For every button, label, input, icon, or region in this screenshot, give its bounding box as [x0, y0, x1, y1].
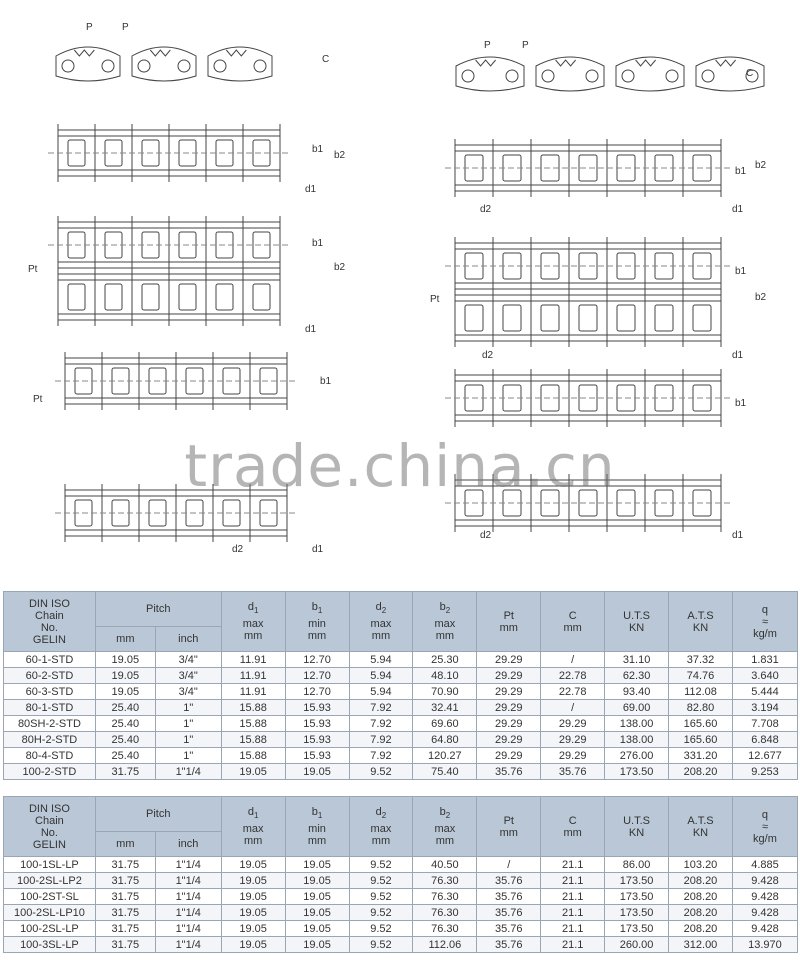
table-cell: 19.05	[95, 684, 155, 700]
pin-hole	[214, 60, 226, 72]
table-cell: 76.30	[413, 889, 477, 905]
table-cell: 12.70	[285, 668, 349, 684]
table-cell: 3/4"	[155, 668, 221, 684]
link-plate	[616, 57, 684, 91]
table-cell: 15.88	[221, 700, 285, 716]
table-cell: 1.831	[732, 652, 797, 668]
table-cell: 138.00	[605, 732, 669, 748]
table-cell: 29.29	[477, 668, 541, 684]
table-cell: 100-1SL-LP	[4, 857, 96, 873]
roller	[503, 305, 521, 331]
table-cell: 25.40	[95, 716, 155, 732]
table-cell: 75.40	[413, 764, 477, 780]
table-cell: 100-2SL-LP10	[4, 905, 96, 921]
pin-hole	[462, 70, 474, 82]
table-cell: 19.05	[285, 937, 349, 953]
table-cell: 208.20	[669, 921, 733, 937]
table-cell: 60-2-STD	[4, 668, 96, 684]
spec-table-standard	[3, 591, 798, 780]
table-cell: 31.75	[95, 857, 155, 873]
table-cell: 29.29	[541, 732, 605, 748]
dimension-label-d1: d1	[732, 350, 744, 361]
table-cell: /	[477, 857, 541, 873]
table-cell: 25.40	[95, 732, 155, 748]
header-col-6: U.T.S KN	[605, 797, 669, 857]
table-cell: 1"1/4	[155, 905, 221, 921]
table-cell: 19.05	[285, 889, 349, 905]
table-cell: 138.00	[605, 716, 669, 732]
table-cell: 60-3-STD	[4, 684, 96, 700]
roller	[68, 284, 85, 310]
table-cell: 173.50	[605, 905, 669, 921]
table-cell: /	[541, 652, 605, 668]
table-cell: 29.29	[541, 716, 605, 732]
dimension-label-p: P	[86, 22, 93, 33]
table-cell: 35.76	[477, 937, 541, 953]
header-col-8: q ≈ kg/m	[732, 797, 797, 857]
header-chain-no: DIN ISO Chain No. GELIN	[4, 592, 96, 652]
table-cell: 9.52	[349, 764, 413, 780]
header-col-3: $b_2$ max mm	[413, 797, 477, 857]
plate-teeth	[716, 60, 736, 66]
pin-hole	[666, 70, 678, 82]
table-cell: 74.76	[669, 668, 733, 684]
table-cell: 100-3SL-LP	[4, 937, 96, 953]
table-cell: 76.30	[413, 921, 477, 937]
table-cell: 1"	[155, 732, 221, 748]
dimension-label-b1: b1	[320, 376, 332, 387]
roller	[579, 305, 597, 331]
table-row	[4, 921, 798, 937]
header-col-2: $d_2$ max mm	[349, 797, 413, 857]
table-cell: 15.88	[221, 732, 285, 748]
pin-hole	[138, 60, 150, 72]
table-cell: 69.00	[605, 700, 669, 716]
table-cell: 7.708	[732, 716, 797, 732]
table-cell: 37.32	[669, 652, 733, 668]
header-col-6: U.T.S KN	[605, 592, 669, 652]
header-col-8: q ≈ kg/m	[732, 592, 797, 652]
header-col-5: C mm	[541, 797, 605, 857]
header-pitch: Pitch	[95, 592, 221, 627]
table-cell: 12.70	[285, 684, 349, 700]
roller	[541, 305, 559, 331]
table-cell: 11.91	[221, 684, 285, 700]
table-cell: 208.20	[669, 905, 733, 921]
link-plate	[132, 47, 196, 81]
table-cell: 80-4-STD	[4, 748, 96, 764]
table-cell: 64.80	[413, 732, 477, 748]
table-cell: 35.76	[477, 764, 541, 780]
table-cell: 9.52	[349, 889, 413, 905]
table-cell: 4.885	[732, 857, 797, 873]
table-cell: 1"	[155, 748, 221, 764]
table-cell: 3/4"	[155, 652, 221, 668]
header-col-1: $b_1$ min mm	[285, 592, 349, 652]
plate-teeth	[636, 60, 656, 66]
table-cell: 7.92	[349, 700, 413, 716]
header-col-0: $d_1$ max mm	[221, 797, 285, 857]
table-cell: 100-2-STD	[4, 764, 96, 780]
dimension-label-b1: b1	[735, 398, 747, 409]
table-cell: 208.20	[669, 873, 733, 889]
table-cell: 82.80	[669, 700, 733, 716]
table-cell: 3.640	[732, 668, 797, 684]
dimension-label-d2: d2	[482, 350, 494, 361]
table-cell: 31.75	[95, 921, 155, 937]
header-pitch: Pitch	[95, 797, 221, 832]
table-cell: 35.76	[477, 873, 541, 889]
table-row	[4, 748, 798, 764]
table-cell: 21.1	[541, 937, 605, 953]
plate-teeth	[476, 60, 496, 66]
table-cell: 25.40	[95, 748, 155, 764]
table-cell: 19.05	[95, 652, 155, 668]
table-cell: 7.92	[349, 732, 413, 748]
table-cell: 15.93	[285, 732, 349, 748]
table-row	[4, 732, 798, 748]
table-cell: 29.29	[477, 652, 541, 668]
table-cell: 31.75	[95, 905, 155, 921]
dimension-label-d2: d2	[480, 530, 492, 541]
table-cell: 173.50	[605, 921, 669, 937]
table-cell: 276.00	[605, 748, 669, 764]
table-cell: 93.40	[605, 684, 669, 700]
table-cell: 1"1/4	[155, 921, 221, 937]
table-cell: 120.27	[413, 748, 477, 764]
header-pitch-mm: mm	[95, 627, 155, 652]
dimension-label-d1: d1	[305, 324, 317, 335]
table-cell: 103.20	[669, 857, 733, 873]
dimension-label-p: P	[484, 40, 491, 51]
table-cell: 208.20	[669, 764, 733, 780]
pin-hole	[178, 60, 190, 72]
roller	[179, 284, 196, 310]
table-cell: 19.05	[285, 764, 349, 780]
table-cell: 1"1/4	[155, 873, 221, 889]
dimension-label-b2: b2	[334, 262, 346, 273]
header-pitch-mm: mm	[95, 832, 155, 857]
table-cell: 165.60	[669, 716, 733, 732]
table-cell: 9.428	[732, 889, 797, 905]
table-row	[4, 652, 798, 668]
table-cell: 7.92	[349, 716, 413, 732]
table-cell: 31.75	[95, 889, 155, 905]
header-pitch-inch: inch	[155, 627, 221, 652]
table-cell: 29.29	[477, 716, 541, 732]
dimension-label-b1: b1	[312, 144, 324, 155]
table-cell: 69.60	[413, 716, 477, 732]
watermark: trade.china.cn	[184, 432, 616, 500]
table-cell: 21.1	[541, 889, 605, 905]
dimension-label-d1: d1	[732, 204, 744, 215]
table-cell: 29.29	[477, 748, 541, 764]
table-cell: 19.05	[221, 905, 285, 921]
table-cell: 32.41	[413, 700, 477, 716]
table-row	[4, 857, 798, 873]
table-cell: 112.06	[413, 937, 477, 953]
table-cell: 9.428	[732, 873, 797, 889]
dimension-label-d1: d1	[732, 530, 744, 541]
table-cell: 21.1	[541, 921, 605, 937]
table-cell: 173.50	[605, 764, 669, 780]
table-cell: 5.94	[349, 652, 413, 668]
table-cell: 9.253	[732, 764, 797, 780]
table-cell: 5.444	[732, 684, 797, 700]
table-cell: 21.1	[541, 857, 605, 873]
dimension-label-d1: d1	[312, 544, 324, 555]
table-cell: 208.20	[669, 889, 733, 905]
table-cell: 260.00	[605, 937, 669, 953]
table-cell: 173.50	[605, 889, 669, 905]
table-cell: 331.20	[669, 748, 733, 764]
table-row	[4, 937, 798, 953]
table-cell: 80H-2-STD	[4, 732, 96, 748]
table-row	[4, 905, 798, 921]
table-cell: 11.91	[221, 668, 285, 684]
table-cell: 22.78	[541, 668, 605, 684]
plate-teeth	[150, 50, 170, 56]
table-cell: 25.30	[413, 652, 477, 668]
table-cell: 25.40	[95, 700, 155, 716]
table-cell: 312.00	[669, 937, 733, 953]
table-cell: 1"1/4	[155, 937, 221, 953]
dimension-label-b1: b1	[312, 238, 324, 249]
table-cell: 29.29	[477, 684, 541, 700]
pin-hole	[622, 70, 634, 82]
table-cell: 100-2SL-LP	[4, 921, 96, 937]
table-cell: 19.05	[285, 905, 349, 921]
table-cell: 100-2ST-SL	[4, 889, 96, 905]
dimension-label-b2: b2	[755, 160, 767, 171]
roller	[142, 284, 159, 310]
table-cell: 1"1/4	[155, 857, 221, 873]
table-cell: 112.08	[669, 684, 733, 700]
table-cell: 62.30	[605, 668, 669, 684]
table-cell: 35.76	[477, 921, 541, 937]
table-cell: 9.428	[732, 921, 797, 937]
pin-hole	[62, 60, 74, 72]
link-plate	[536, 57, 604, 91]
table-cell: 19.05	[285, 921, 349, 937]
table-cell: 19.05	[221, 873, 285, 889]
dimension-label-pt: Pt	[28, 264, 38, 275]
link-plate	[456, 57, 524, 91]
roller	[253, 284, 270, 310]
table-cell: 31.75	[95, 873, 155, 889]
table-row	[4, 889, 798, 905]
table-cell: 35.76	[477, 905, 541, 921]
dimension-label-pt: Pt	[430, 294, 440, 305]
spec-table-lp	[3, 796, 798, 953]
pin-hole	[102, 60, 114, 72]
table-cell: 1"	[155, 716, 221, 732]
dimension-label-b2: b2	[334, 150, 346, 161]
dimension-label-b2: b2	[755, 292, 767, 303]
table-cell: 3.194	[732, 700, 797, 716]
table-cell: 80SH-2-STD	[4, 716, 96, 732]
pin-hole	[254, 60, 266, 72]
dimension-label-p: P	[122, 22, 129, 33]
header-col-4: Pt mm	[477, 797, 541, 857]
table-cell: 5.94	[349, 668, 413, 684]
dimension-label-d2: d2	[480, 204, 492, 215]
table-cell: 21.1	[541, 873, 605, 889]
pin-hole	[702, 70, 714, 82]
pin-hole	[506, 70, 518, 82]
table-cell: 19.05	[221, 764, 285, 780]
table-cell: 9.52	[349, 937, 413, 953]
roller	[105, 284, 122, 310]
plate-teeth	[226, 50, 246, 56]
table-cell: 80-1-STD	[4, 700, 96, 716]
table-cell: 11.91	[221, 652, 285, 668]
table-cell: 9.52	[349, 921, 413, 937]
plate-teeth	[74, 50, 94, 56]
roller	[617, 305, 635, 331]
table-row	[4, 700, 798, 716]
table-cell: 19.05	[95, 668, 155, 684]
table-cell: 19.05	[221, 937, 285, 953]
link-plate	[208, 47, 272, 81]
table-cell: 60-1-STD	[4, 652, 96, 668]
table-cell: 19.05	[221, 857, 285, 873]
table-cell: 6.848	[732, 732, 797, 748]
header-pitch-inch: inch	[155, 832, 221, 857]
table-cell: 15.93	[285, 716, 349, 732]
table-cell: 100-2SL-LP2	[4, 873, 96, 889]
table-cell: 5.94	[349, 684, 413, 700]
table-row	[4, 684, 798, 700]
dimension-label-b1: b1	[735, 166, 747, 177]
table-cell: 15.88	[221, 748, 285, 764]
table-cell: 1"	[155, 700, 221, 716]
table-cell: 15.93	[285, 748, 349, 764]
header-col-7: A.T.S KN	[669, 797, 733, 857]
table-cell: 9.52	[349, 857, 413, 873]
table-cell: 1"1/4	[155, 764, 221, 780]
table-cell: 29.29	[477, 700, 541, 716]
table-cell: 76.30	[413, 905, 477, 921]
table-cell: /	[541, 700, 605, 716]
table-cell: 70.90	[413, 684, 477, 700]
roller	[693, 305, 711, 331]
roller	[216, 284, 233, 310]
table-cell: 48.10	[413, 668, 477, 684]
table-cell: 15.93	[285, 700, 349, 716]
table-cell: 15.88	[221, 716, 285, 732]
pin-hole	[542, 70, 554, 82]
table-row	[4, 873, 798, 889]
table-cell: 31.75	[95, 937, 155, 953]
table-cell: 19.05	[285, 873, 349, 889]
plate-teeth	[556, 60, 576, 66]
table-cell: 29.29	[541, 748, 605, 764]
link-plate	[696, 57, 764, 91]
table-cell: 40.50	[413, 857, 477, 873]
table-cell: 76.30	[413, 873, 477, 889]
table-cell: 165.60	[669, 732, 733, 748]
table-cell: 22.78	[541, 684, 605, 700]
header-col-2: $d_2$ max mm	[349, 592, 413, 652]
table-cell: 3/4"	[155, 684, 221, 700]
table-cell: 13.970	[732, 937, 797, 953]
table-cell: 9.52	[349, 873, 413, 889]
dimension-label-d1: d1	[305, 184, 317, 195]
table-cell: 21.1	[541, 905, 605, 921]
table-cell: 12.677	[732, 748, 797, 764]
roller	[655, 305, 673, 331]
table-cell: 35.76	[541, 764, 605, 780]
pin-hole	[586, 70, 598, 82]
header-col-3: $b_2$ max mm	[413, 592, 477, 652]
dimension-label-b1: b1	[735, 266, 747, 277]
header-chain-no: DIN ISO Chain No. GELIN	[4, 797, 96, 857]
table-cell: 173.50	[605, 873, 669, 889]
dimension-label-p: P	[522, 40, 529, 51]
table-cell: 31.10	[605, 652, 669, 668]
table-row	[4, 668, 798, 684]
table-cell: 29.29	[477, 732, 541, 748]
roller	[465, 305, 483, 331]
table-cell: 7.92	[349, 748, 413, 764]
header-col-5: C mm	[541, 592, 605, 652]
header-col-7: A.T.S KN	[669, 592, 733, 652]
table-cell: 9.52	[349, 905, 413, 921]
table-cell: 31.75	[95, 764, 155, 780]
table-cell: 19.05	[221, 889, 285, 905]
table-cell: 86.00	[605, 857, 669, 873]
dimension-label-c: C	[322, 54, 330, 65]
header-col-4: Pt mm	[477, 592, 541, 652]
link-plate	[56, 47, 120, 81]
table-cell: 12.70	[285, 652, 349, 668]
table-cell: 9.428	[732, 905, 797, 921]
header-col-0: $d_1$ max mm	[221, 592, 285, 652]
dimension-label-d2: d2	[232, 544, 244, 555]
table-row	[4, 764, 798, 780]
table-cell: 1"1/4	[155, 889, 221, 905]
header-col-1: $b_1$ min mm	[285, 797, 349, 857]
table-cell: 19.05	[221, 921, 285, 937]
dimension-label-c: C	[746, 68, 754, 79]
dimension-label-pt: Pt	[33, 394, 43, 405]
table-cell: 19.05	[285, 857, 349, 873]
table-cell: 35.76	[477, 889, 541, 905]
table-row	[4, 716, 798, 732]
